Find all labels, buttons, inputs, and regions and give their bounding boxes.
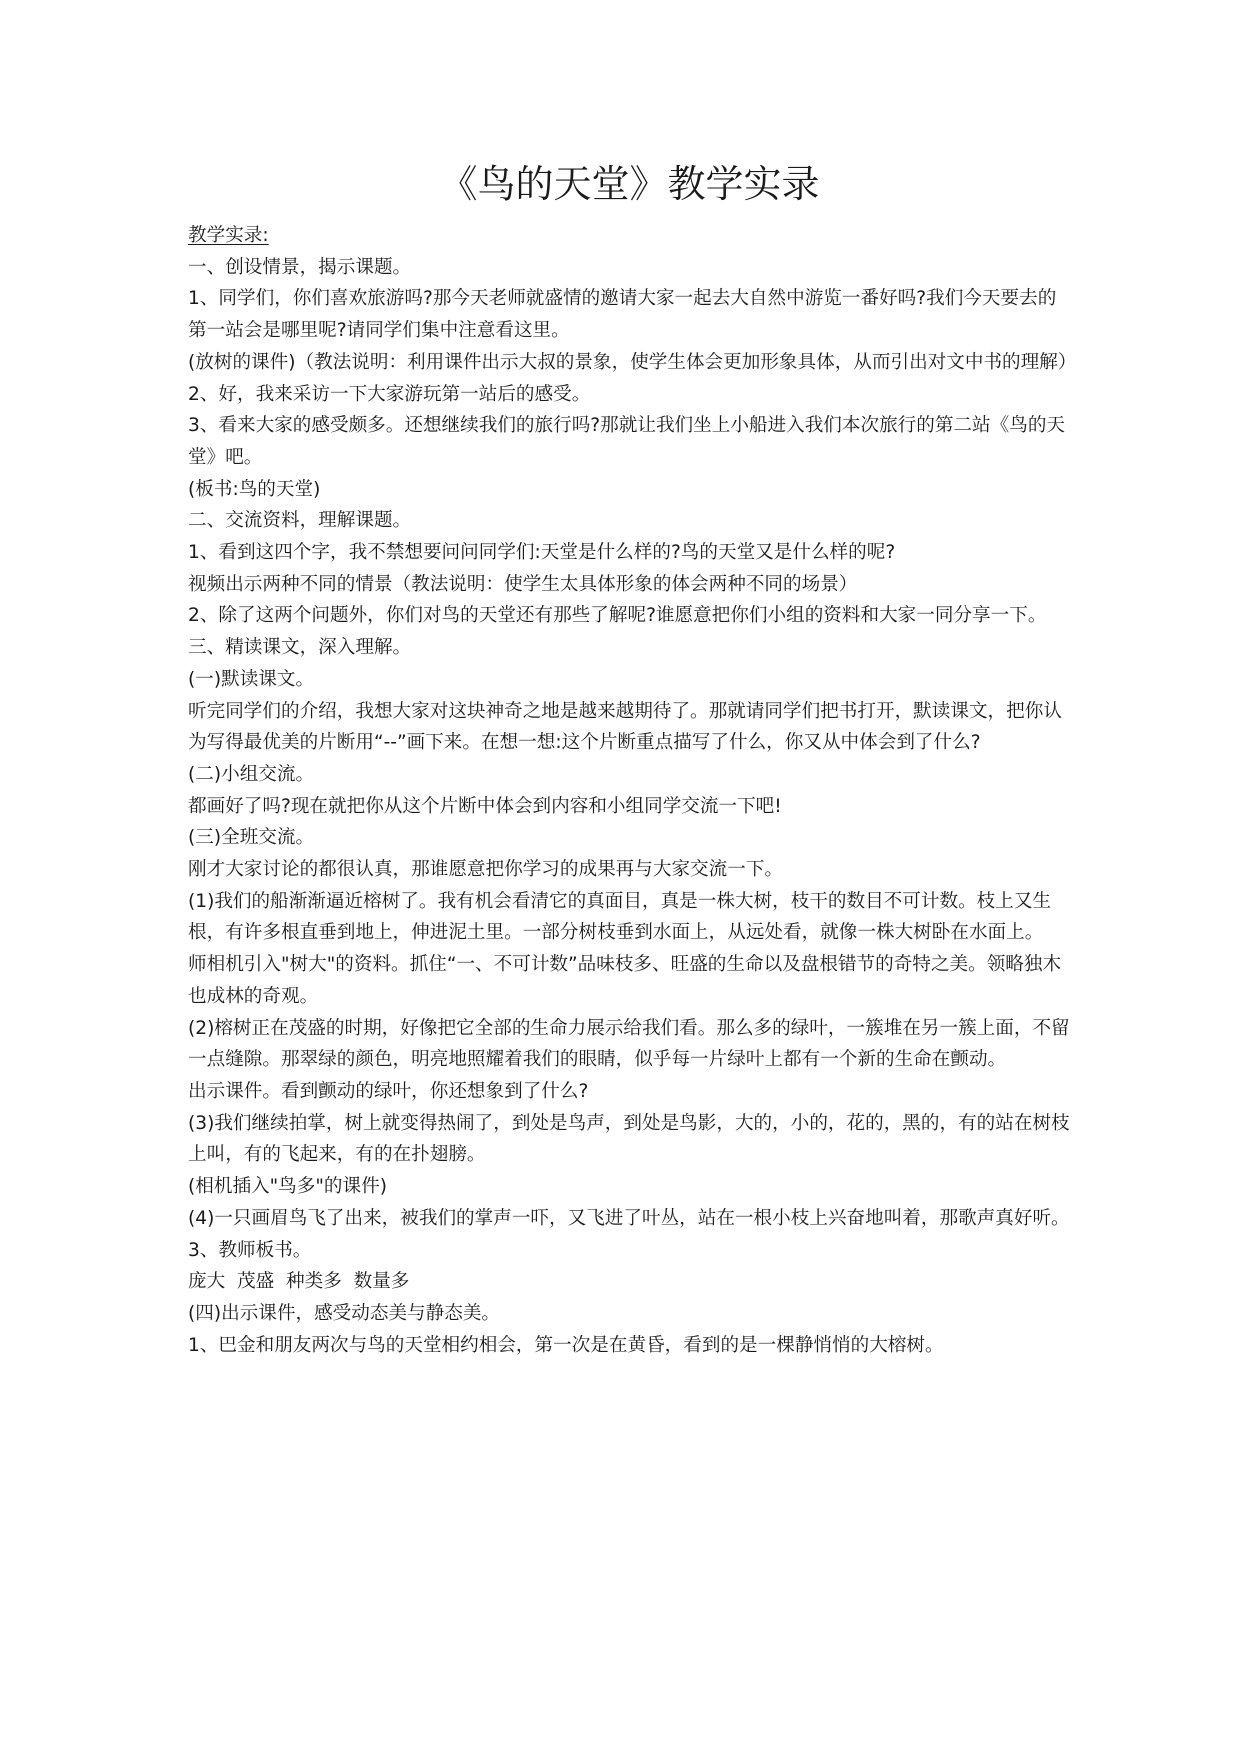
paragraph: (1)我们的船渐渐逼近榕树了。我有机会看清它的真面目，真是一株大树，枝干的数目不可计数。枝上又生根，有许多根直垂到地上，伸进泥土里。一部分树枝垂到水面上，从远处看，就像一株大树卧在水面上。 — [188, 890, 1052, 944]
paragraph: 听完同学们的介绍，我想大家对这块神奇之地是越来越期待了。那就请同学们把书打开，默读课文，把你认为写得最优美的片断用“--”画下来。在想一想:这个片断重点描写了什么，你又从中体会到了什么? — [188, 700, 1062, 754]
paragraph: 都画好了吗?现在就把你从这个片断中体会到内容和小组同学交流一下吧! — [188, 795, 782, 817]
paragraph: 1、巴金和朋友两次与鸟的天堂相约相会，第一次是在黄昏，看到的是一棵静悄悄的大榕树。 — [188, 1334, 944, 1356]
subsection-heading: (四)出示课件，感受动态美与静态美。 — [188, 1302, 501, 1324]
paragraph: (板书:鸟的天堂) — [188, 478, 321, 500]
paragraph: 1、看到这四个字，我不禁想要问问同学们:天堂是什么样的?鸟的天堂又是什么样的呢? — [188, 542, 896, 564]
paragraph: 师相机引入"树大"的资料。抓住“一、不可计数”品味枝多、旺盛的生命以及盘根错节的奇特之美。领略独木也成林的奇观。 — [188, 954, 1062, 1007]
paragraph: 2、好，我来采访一下大家游玩第一站后的感受。 — [188, 383, 591, 405]
section-label: 教学实录: — [188, 225, 269, 246]
section-heading: 三、精读课文，深入理解。 — [188, 637, 412, 659]
paragraph: (4)一只画眉鸟飞了出来，被我们的掌声一吓，又飞进了叶丛，站在一根小枝上兴奋地叫着，那歌声真好听。 — [188, 1207, 1070, 1229]
paragraph: (相机插入"鸟多"的课件) — [188, 1176, 387, 1198]
paragraph: 3、教师板书。 — [188, 1239, 312, 1261]
paragraph: (2)榕树正在茂盛的时期，好像把它全部的生命力展示给我们看。那么多的绿叶，一簇堆在另一簇上面，不留一点缝隙。那翠绿的颜色，明亮地照耀着我们的眼睛，似乎每一片绿叶上都有一个新的生命在颤动。 — [188, 1017, 1070, 1071]
document-title: 《鸟的天堂》教学实录 — [439, 162, 820, 206]
paragraph: 3、看来大家的感受颇多。还想继续我们的旅行吗?那就让我们坐上小船进入我们本次旅行的第二站《鸟的天堂》吧。 — [188, 415, 1066, 468]
paragraph: 刚才大家讨论的都很认真，那谁愿意把你学习的成果再与大家交流一下。 — [188, 859, 784, 881]
section-heading: 二、交流资料，理解课题。 — [188, 510, 412, 532]
paragraph: 2、除了这两个问题外，你们对鸟的天堂还有那些了解呢?谁愿意把你们小组的资料和大家一同分享一下。 — [188, 605, 1047, 627]
subsection-heading: (二)小组交流。 — [188, 763, 315, 785]
paragraph: 视频出示两种不同的情景（教法说明：使学生太具体形象的体会两种不同的场景） — [188, 573, 858, 595]
subsection-heading: (一)默读课文。 — [188, 668, 315, 690]
subsection-heading: (三)全班交流。 — [188, 827, 315, 849]
paragraph: 1、同学们，你们喜欢旅游吗?那今天老师就盛情的邀请大家一起去大自然中游览一番好吗?我们今天要去的第一站会是哪里呢?请同学们集中注意看这里。 — [188, 288, 1057, 342]
blackboard-keywords: 庞大 茂盛 种类多 数量多 — [188, 1271, 410, 1293]
paragraph: (3)我们继续拍掌，树上就变得热闹了，到处是鸟声，到处是鸟影，大的，小的，花的，黑的，有的站在树枝上叫，有的飞起来，有的在扑翅膀。 — [188, 1112, 1070, 1166]
paragraph: 出示课件。看到颤动的绿叶，你还想象到了什么? — [188, 1080, 589, 1102]
paragraph: (放树的课件)（教法说明：利用课件出示大叔的景象，使学生体会更加形象具体，从而引出对文中书的理解） — [188, 351, 1077, 373]
document-body — [188, 220, 1077, 1361]
section-heading: 一、创设情景，揭示课题。 — [188, 256, 412, 278]
